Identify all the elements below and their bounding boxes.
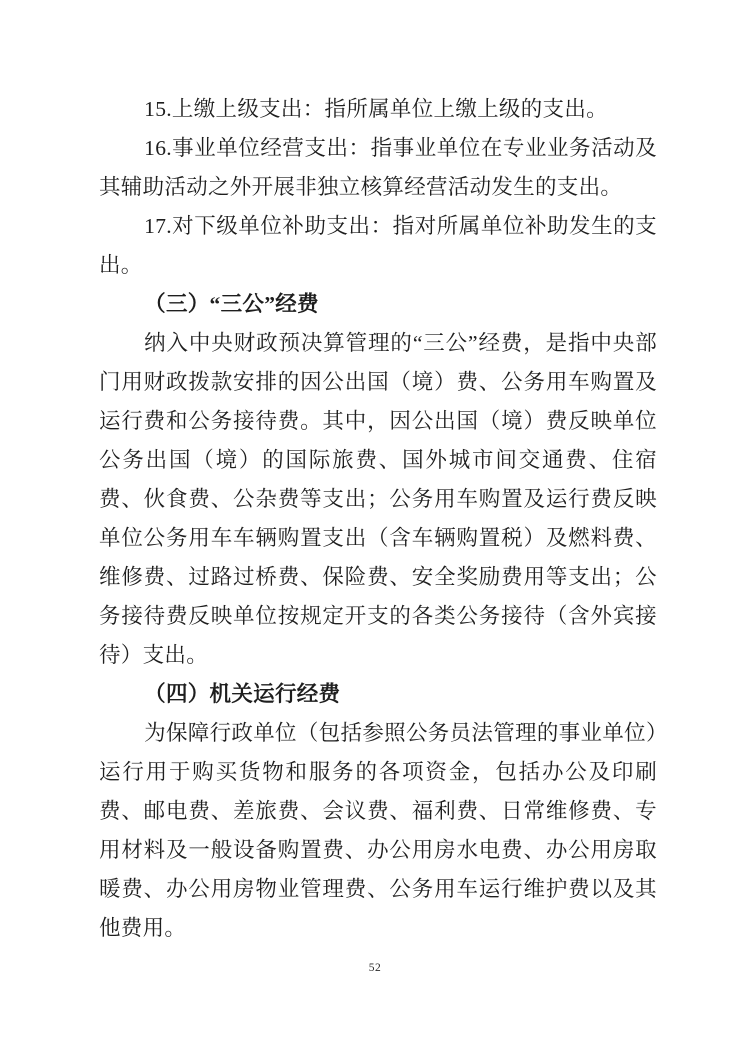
paragraph: 16.事业单位经营支出：指事业单位在专业业务活动及其辅助活动之外开展非独立核算经营活动发生的支出。 (99, 136, 657, 199)
paragraph: 15.上缴上级支出：指所属单位上缴上级的支出。 (144, 97, 608, 121)
section-heading: （三）“三公”经费 (144, 292, 319, 316)
paragraph: 17.对下级单位补助支出：指对所属单位补助发生的支出。 (99, 214, 657, 277)
paragraph: 纳入中央财政预决算管理的“三公”经费，是指中央部门用财政拨款安排的因公出国（境）费、公务用车购置及运行费和公务接待费。其中，因公出国（境）费反映单位公务出国（境）的国际旅费、国外城市间交通费、住宿费、伙食费、公杂费等支出；公务用车购置及运行费反映单位公务用车车辆购置支出（含车辆购置税）及燃料费、维修费、过路过桥费、保险费、安全奖励费用等支出；公务接待费反映单位按规定开支的各类公务接待（含外宾接待）支出。 (99, 331, 657, 667)
page-number: 52 (368, 962, 382, 974)
document-body (99, 90, 657, 948)
paragraph: 为保障行政单位（包括参照公务员法管理的事业单位）运行用于购买货物和服务的各项资金，包括办公及印刷费、邮电费、差旅费、会议费、福利费、日常维修费、专用材料及一般设备购置费、办公用房水电费、办公用房取暖费、办公用房物业管理费、公务用车运行维护费以及其他费用。 (99, 721, 657, 940)
section-heading: （四）机关运行经费 (144, 682, 341, 706)
